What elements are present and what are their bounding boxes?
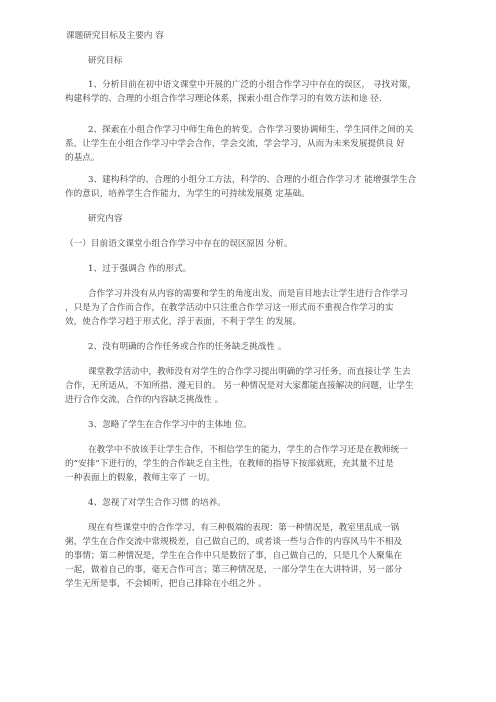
point-2-heading: 2、没有明确的合作任务或合作的任务缺乏挑战性 。	[88, 342, 287, 352]
point-4-heading: 4、忽视了对学生合作习惯 的培养。	[88, 498, 226, 508]
point-4-line-5: 学生无所是事，不会倾听，把自己排除在小组之外 。	[65, 579, 267, 589]
goal-3-line-2: 作的意识，培养学生合作能力，为学生的可持续发展奠 定基础。	[65, 189, 310, 199]
point-4-line-4: 一起，做着自己的事，毫无合作可言；第三种情况是，一部分学生在大讲特讲，另一部分	[65, 565, 403, 575]
point-2-line-2: 合作，无所适从，不知所措、漫无目的。 另一种情况是对大家都能直接解决的问题，让学生	[65, 381, 414, 391]
point-2-line-3: 进行合作交流，合作的内容缺乏挑战性 。	[65, 395, 224, 405]
point-1-line-2: ，只是为了合作而合作，在教学活动中只注重合作学习这一形式而不重视合作学习的实	[65, 303, 394, 313]
point-3-line-1: 在教学中不放该手让学生合作，不相信学生的能力，学生的合作学习还是在教师统一	[88, 445, 408, 455]
goal-2-line-2: 系，让学生在小组合作学习中学会合作，学会交流，学会学习，从而为未来发展提供良 好	[65, 139, 405, 149]
goal-3-line-1: 3、建构科学的、合理的小组分工方法，科学的、合理的小组合作学习才 能增强学生合	[88, 175, 417, 185]
point-1-line-3: 效，使合作学习趋于形式化，浮于表面，不利于学生 的发展。	[65, 317, 302, 327]
point-1-line-1: 合作学习并没有从内容的需要和学生的角度出发，而是盲目地去让学生进行合作学习	[88, 289, 408, 299]
point-4-line-3: 的事情；第二种情况是，学生在合作中只是数衍了事，自己做自己的，只是几个人聚集在	[65, 551, 403, 561]
point-2-line-1: 课堂教学活动中，教师没有对学生的合作学习提出明确的学习任务，而直接让学 生去	[88, 367, 411, 377]
doc-title: 课题研究目标及主要内 容	[66, 31, 164, 41]
point-1-heading: 1、过于强调合 作的形式。	[88, 264, 192, 274]
point-3-line-2: 的“安排”下进行的，学生的合作缺乏自主性，在教师的指导下按部就班，充其量不过是	[65, 459, 394, 469]
point-3-heading: 3、忽略了学生在合作学习中的主体地 位。	[88, 420, 252, 430]
point-4-line-1: 现在有些课堂中的合作学习，有三种极端的表现：第一种情况是，教室里乱成一锅	[88, 523, 400, 533]
point-4-line-2: 粥，学生在合作交流中常规极差，自己做自己的，或者谈一些与合作的内容风马牛不相及	[65, 537, 403, 547]
goal-1-line-2: 构建科学的、合理的小组合作学习理论体系，探索小组合作学习的有效方法和途 径.	[65, 94, 382, 104]
goal-2-line-1: 2、探索在小组合作学习中师生角色的转变。合作学习要协调师生、学生同伴之间的关	[88, 125, 414, 135]
point-3-line-3: 一种表面上的假象，教师主宰了 一切。	[65, 473, 215, 483]
goal-1-line-1: 1、分析目前在初中语文课堂中开展的广泛的小组合作学习中存在的误区， 寻找对策，	[88, 80, 417, 90]
section-heading-goals: 研究目标	[88, 56, 123, 66]
subsection-heading: （一）目前语文课堂小组合作学习中存在的误区原因 分析。	[65, 239, 293, 249]
goal-2-line-3: 的基点。	[65, 153, 100, 163]
section-heading-content: 研究内容	[88, 214, 123, 224]
